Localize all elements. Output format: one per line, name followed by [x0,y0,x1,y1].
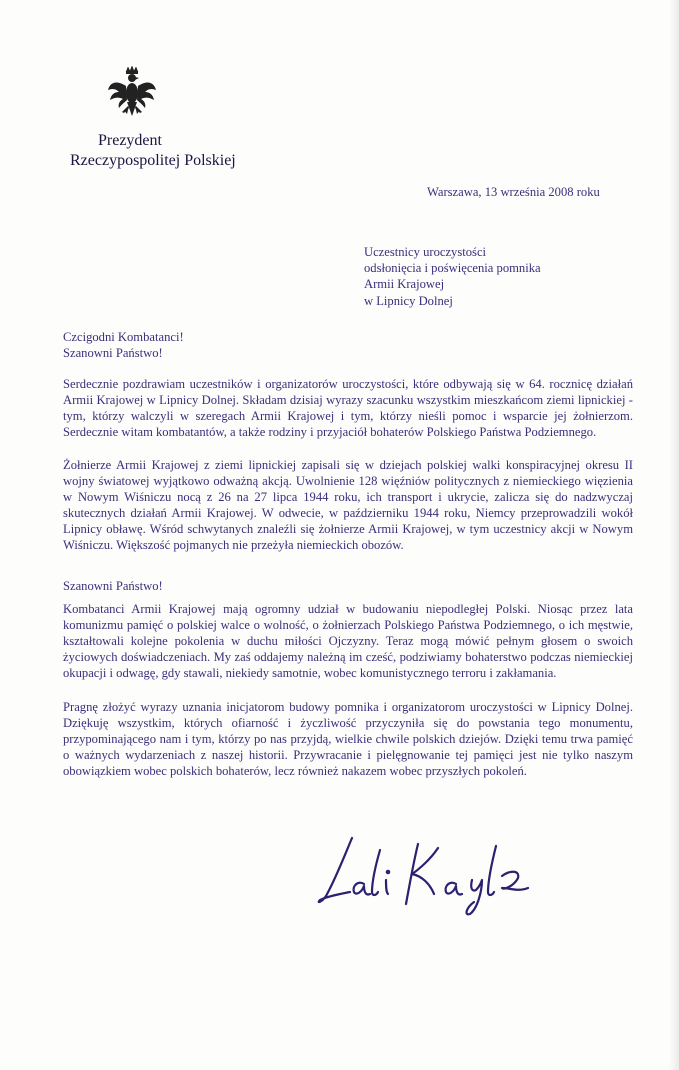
salutation-line: Szanowni Państwo! [63,346,163,360]
polish-eagle-emblem-icon [107,66,157,122]
letterhead-subtitle: Rzeczypospolitej Polskiej [70,152,236,169]
handwritten-signature-icon [306,830,536,920]
letterhead [70,131,270,171]
recipient-line: w Lipnicy Dolnej [364,293,453,308]
salutation-line: Czcigodni Kombatanci! [63,330,184,344]
scan-edge [669,0,679,1070]
salutation [63,329,184,361]
place-date: Warszawa, 13 września 2008 roku [427,185,600,199]
paragraph-1: Serdecznie pozdrawiam uczestników i organizatorów uroczystości, które odbywają się w 64. rocznicę działań Armii Krajowej w Lipnicy Dolnej. Składam dzisiaj wyrazy szacunku wszystkim mieszkańcom ziemi lipnickiej - tym, którzy walczyli w szeregach Armii Krajowej i tym, którzy nieśli pomoc i wsparcie jej żołnierzom. Serdecznie witam kombatantów, a także rodziny i przyjaciół bohaterów Polskiego Państwa Podziemnego. [63,377,633,439]
recipient-line: odsłonięcia i poświęcenia pomnika [364,261,541,276]
recipient-line: Uczestnicy uroczystości [364,245,487,259]
paragraph-4: Pragnę złożyć wyrazy uznania inicjatorom budowy pomnika i organizatorom uroczystości w Lipnicy Dolnej. Dziękuję wszystkim, których ofiarność i życzliwość przyczyniła się do powstania tego monumentu, przypominającego nam i tym, którzy po nas przyjdą, wielkie chwile polskich dziejów. Dzięki temu trwa pamięć o ważnych wydarzeniach z naszej historii. Przywracanie i pielęgnowanie tej pamięci jest nie tylko naszym obowiązkiem wobec polskich bohaterów, lecz również nakazem wobec przyszłych pokoleń. [63,700,633,778]
recipient-line: Armii Krajowej [364,277,445,292]
paragraph-2: Żołnierze Armii Krajowej z ziemi lipnickiej zapisali się w dziejach polskiej walki konspiracyjnej okresu II wojny światowej wyjątkowo odważną akcją. Uwolnienie 128 więźniów politycznych z niemieckiego więzienia w Nowym Wiśniczu nocą z 26 na 27 lipca 1944 roku, ich transport i ukrycie, zalicza się do nadzwyczaj skutecznych działań Armii Krajowej. W odwecie, w październiku 1944 roku, Niemcy przeprowadzili wokół Lipnicy obławę. Wśród schwytanych znaleźli się żołnierze Armii Krajowej, w tym uczestnicy akcji w Nowym Wiśniczu. Większość pojmanych nie przeżyła niemieckich obozów. [63,458,633,552]
salutation-2: Szanowni Państwo! [63,579,163,593]
recipient-block [364,244,624,309]
letterhead-title: Prezydent [98,132,162,149]
paragraph-3: Kombatanci Armii Krajowej mają ogromny udział w budowaniu niepodległej Polski. Niosąc przez lata komunizmu pamięć o polskiej walce o wolność, o żołnierzach Polskiego Państwa Podziemnego, o ich męstwie, kształtowali kolejne pokolenia w duchu miłości Ojczyzny. Teraz mogą mówić pełnym głosem o swoich życiowych doświadczeniach. My zaś oddajemy należną im cześć, podziwiamy bohaterstwo podczas niemieckiej okupacji i odwagę, gdy stawali, niekiedy samotnie, wobec komunistycznego terroru i zakłamania. [63,602,633,680]
